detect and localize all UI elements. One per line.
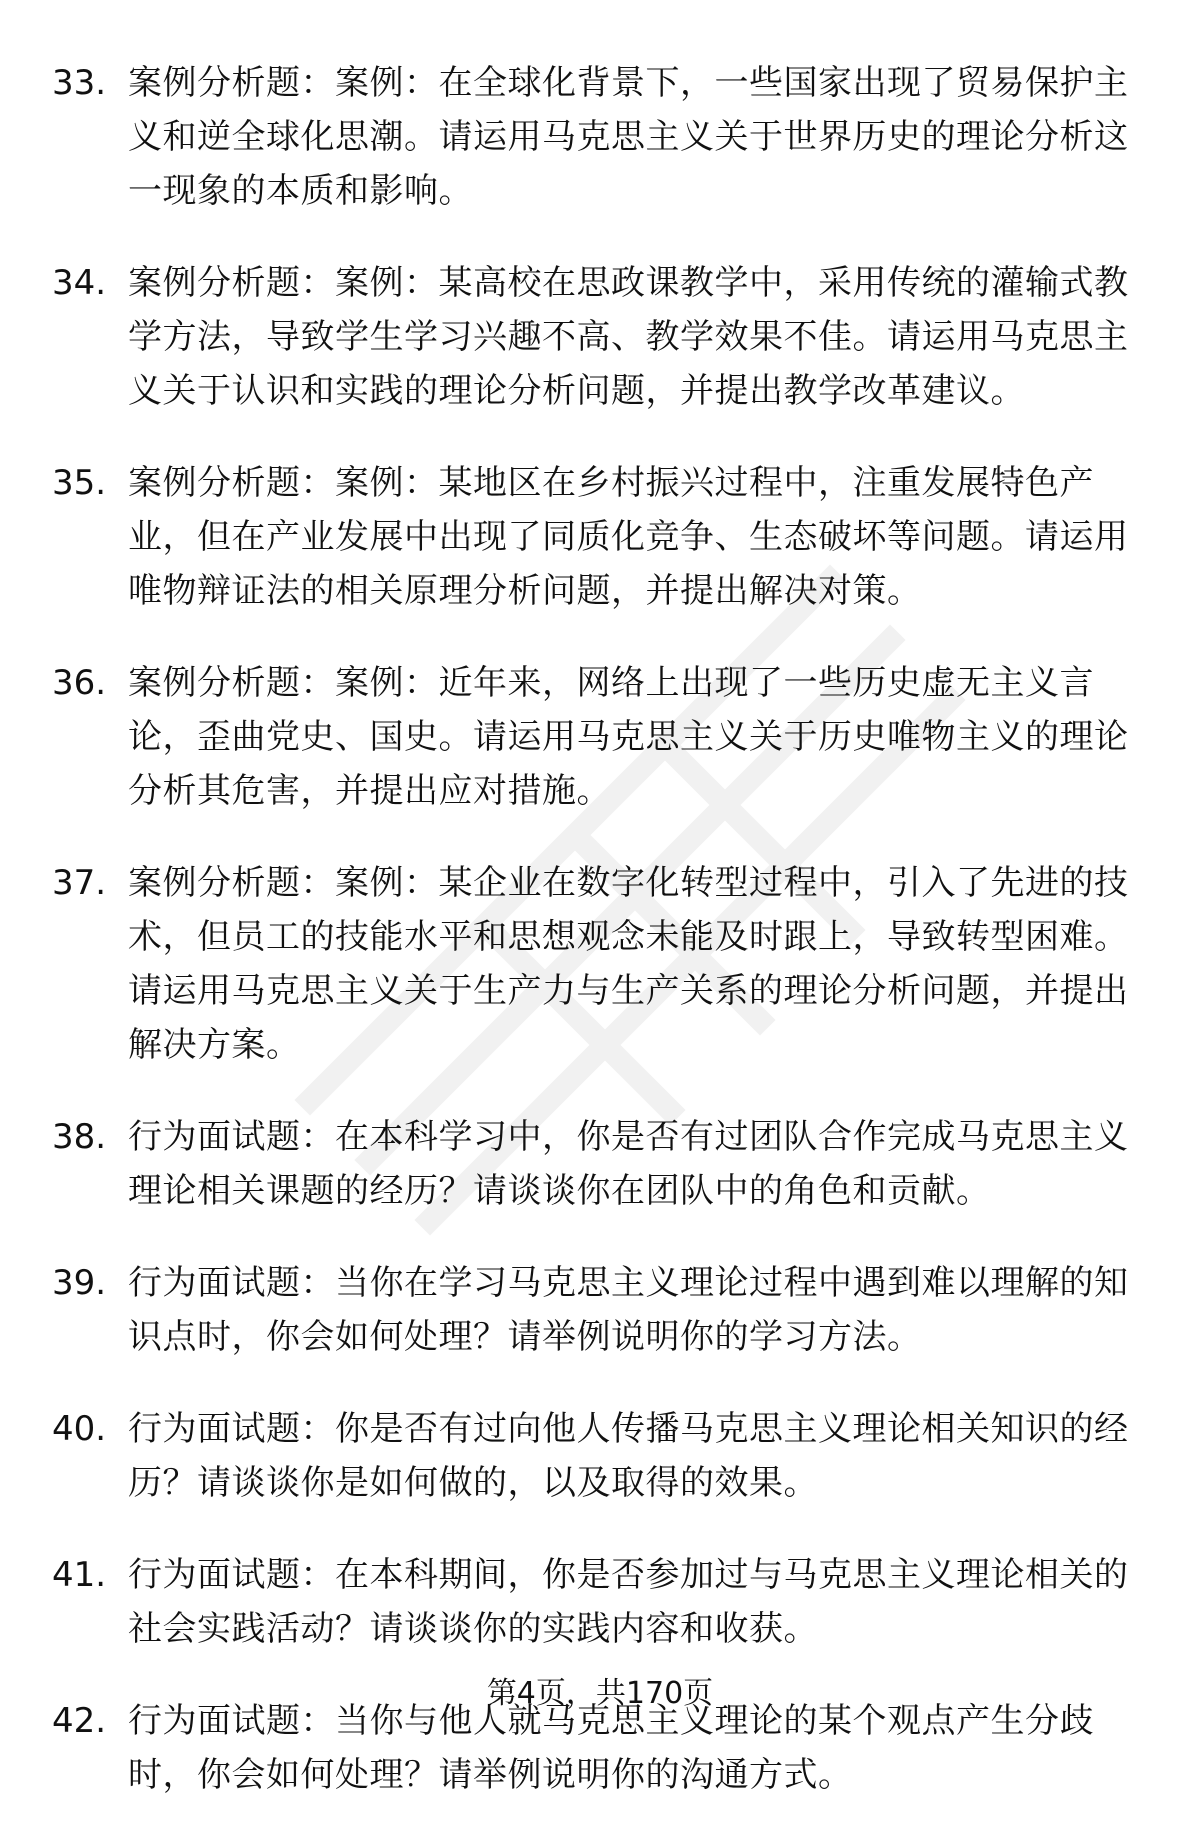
question-text: 案例分析题：案例：某高校在思政课教学中，采用传统的灌输式教学方法，导致学生学习兴趣不高、教学效果不佳。请运用马克思主义关于认识和实践的理论分析问题，并提出教学改革建议。 [128, 263, 1129, 411]
question-text: 行为面试题：当你在学习马克思主义理论过程中遇到难以理解的知识点时，你会如何处理？请举例说明你的学习方法。 [128, 1263, 1129, 1357]
question-item [52, 856, 1150, 1072]
question-number: 42. [52, 1701, 107, 1741]
question-number: 39. [52, 1263, 107, 1303]
question-text: 行为面试题：当你与他人就马克思主义理论的某个观点产生分歧时，你会如何处理？请举例说明你的沟通方式。 [128, 1701, 1094, 1795]
page-number-footer: 第4页，共170页 [486, 1676, 714, 1711]
question-text: 行为面试题：在本科期间，你是否参加过与马克思主义理论相关的社会实践活动？请谈谈你的实践内容和收获。 [128, 1555, 1129, 1649]
question-item [52, 1402, 1150, 1510]
question-number: 35. [52, 463, 107, 503]
question-number: 41. [52, 1555, 107, 1595]
question-number: 38. [52, 1117, 107, 1157]
question-number: 40. [52, 1409, 107, 1449]
question-item [52, 1110, 1150, 1218]
question-item [52, 456, 1150, 618]
question-text: 案例分析题：案例：近年来，网络上出现了一些历史虚无主义言论，歪曲党史、国史。请运用马克思主义关于历史唯物主义的理论分析其危害，并提出应对措施。 [128, 663, 1129, 811]
question-item [52, 1548, 1150, 1656]
question-list [52, 56, 1150, 1840]
question-item [52, 256, 1150, 418]
question-text: 案例分析题：案例：在全球化背景下，一些国家出现了贸易保护主义和逆全球化思潮。请运用马克思主义关于世界历史的理论分析这一现象的本质和影响。 [128, 63, 1129, 211]
question-text: 案例分析题：案例：某地区在乡村振兴过程中，注重发展特色产业，但在产业发展中出现了同质化竞争、生态破坏等问题。请运用唯物辩证法的相关原理分析问题，并提出解决对策。 [128, 463, 1129, 611]
question-item [52, 56, 1150, 218]
question-number: 33. [52, 63, 107, 103]
question-text: 行为面试题：在本科学习中，你是否有过团队合作完成马克思主义理论相关课题的经历？请谈谈你在团队中的角色和贡献。 [128, 1117, 1129, 1211]
question-text: 行为面试题：你是否有过向他人传播马克思主义理论相关知识的经历？请谈谈你是如何做的，以及取得的效果。 [128, 1409, 1129, 1503]
question-number: 37. [52, 863, 107, 903]
question-item [52, 1256, 1150, 1364]
question-item [52, 656, 1150, 818]
question-number: 34. [52, 263, 107, 303]
question-number: 36. [52, 663, 107, 703]
question-text: 案例分析题：案例：某企业在数字化转型过程中，引入了先进的技术，但员工的技能水平和思想观念未能及时跟上，导致转型困难。请运用马克思主义关于生产力与生产关系的理论分析问题，并提出解决方案。 [128, 863, 1129, 1065]
